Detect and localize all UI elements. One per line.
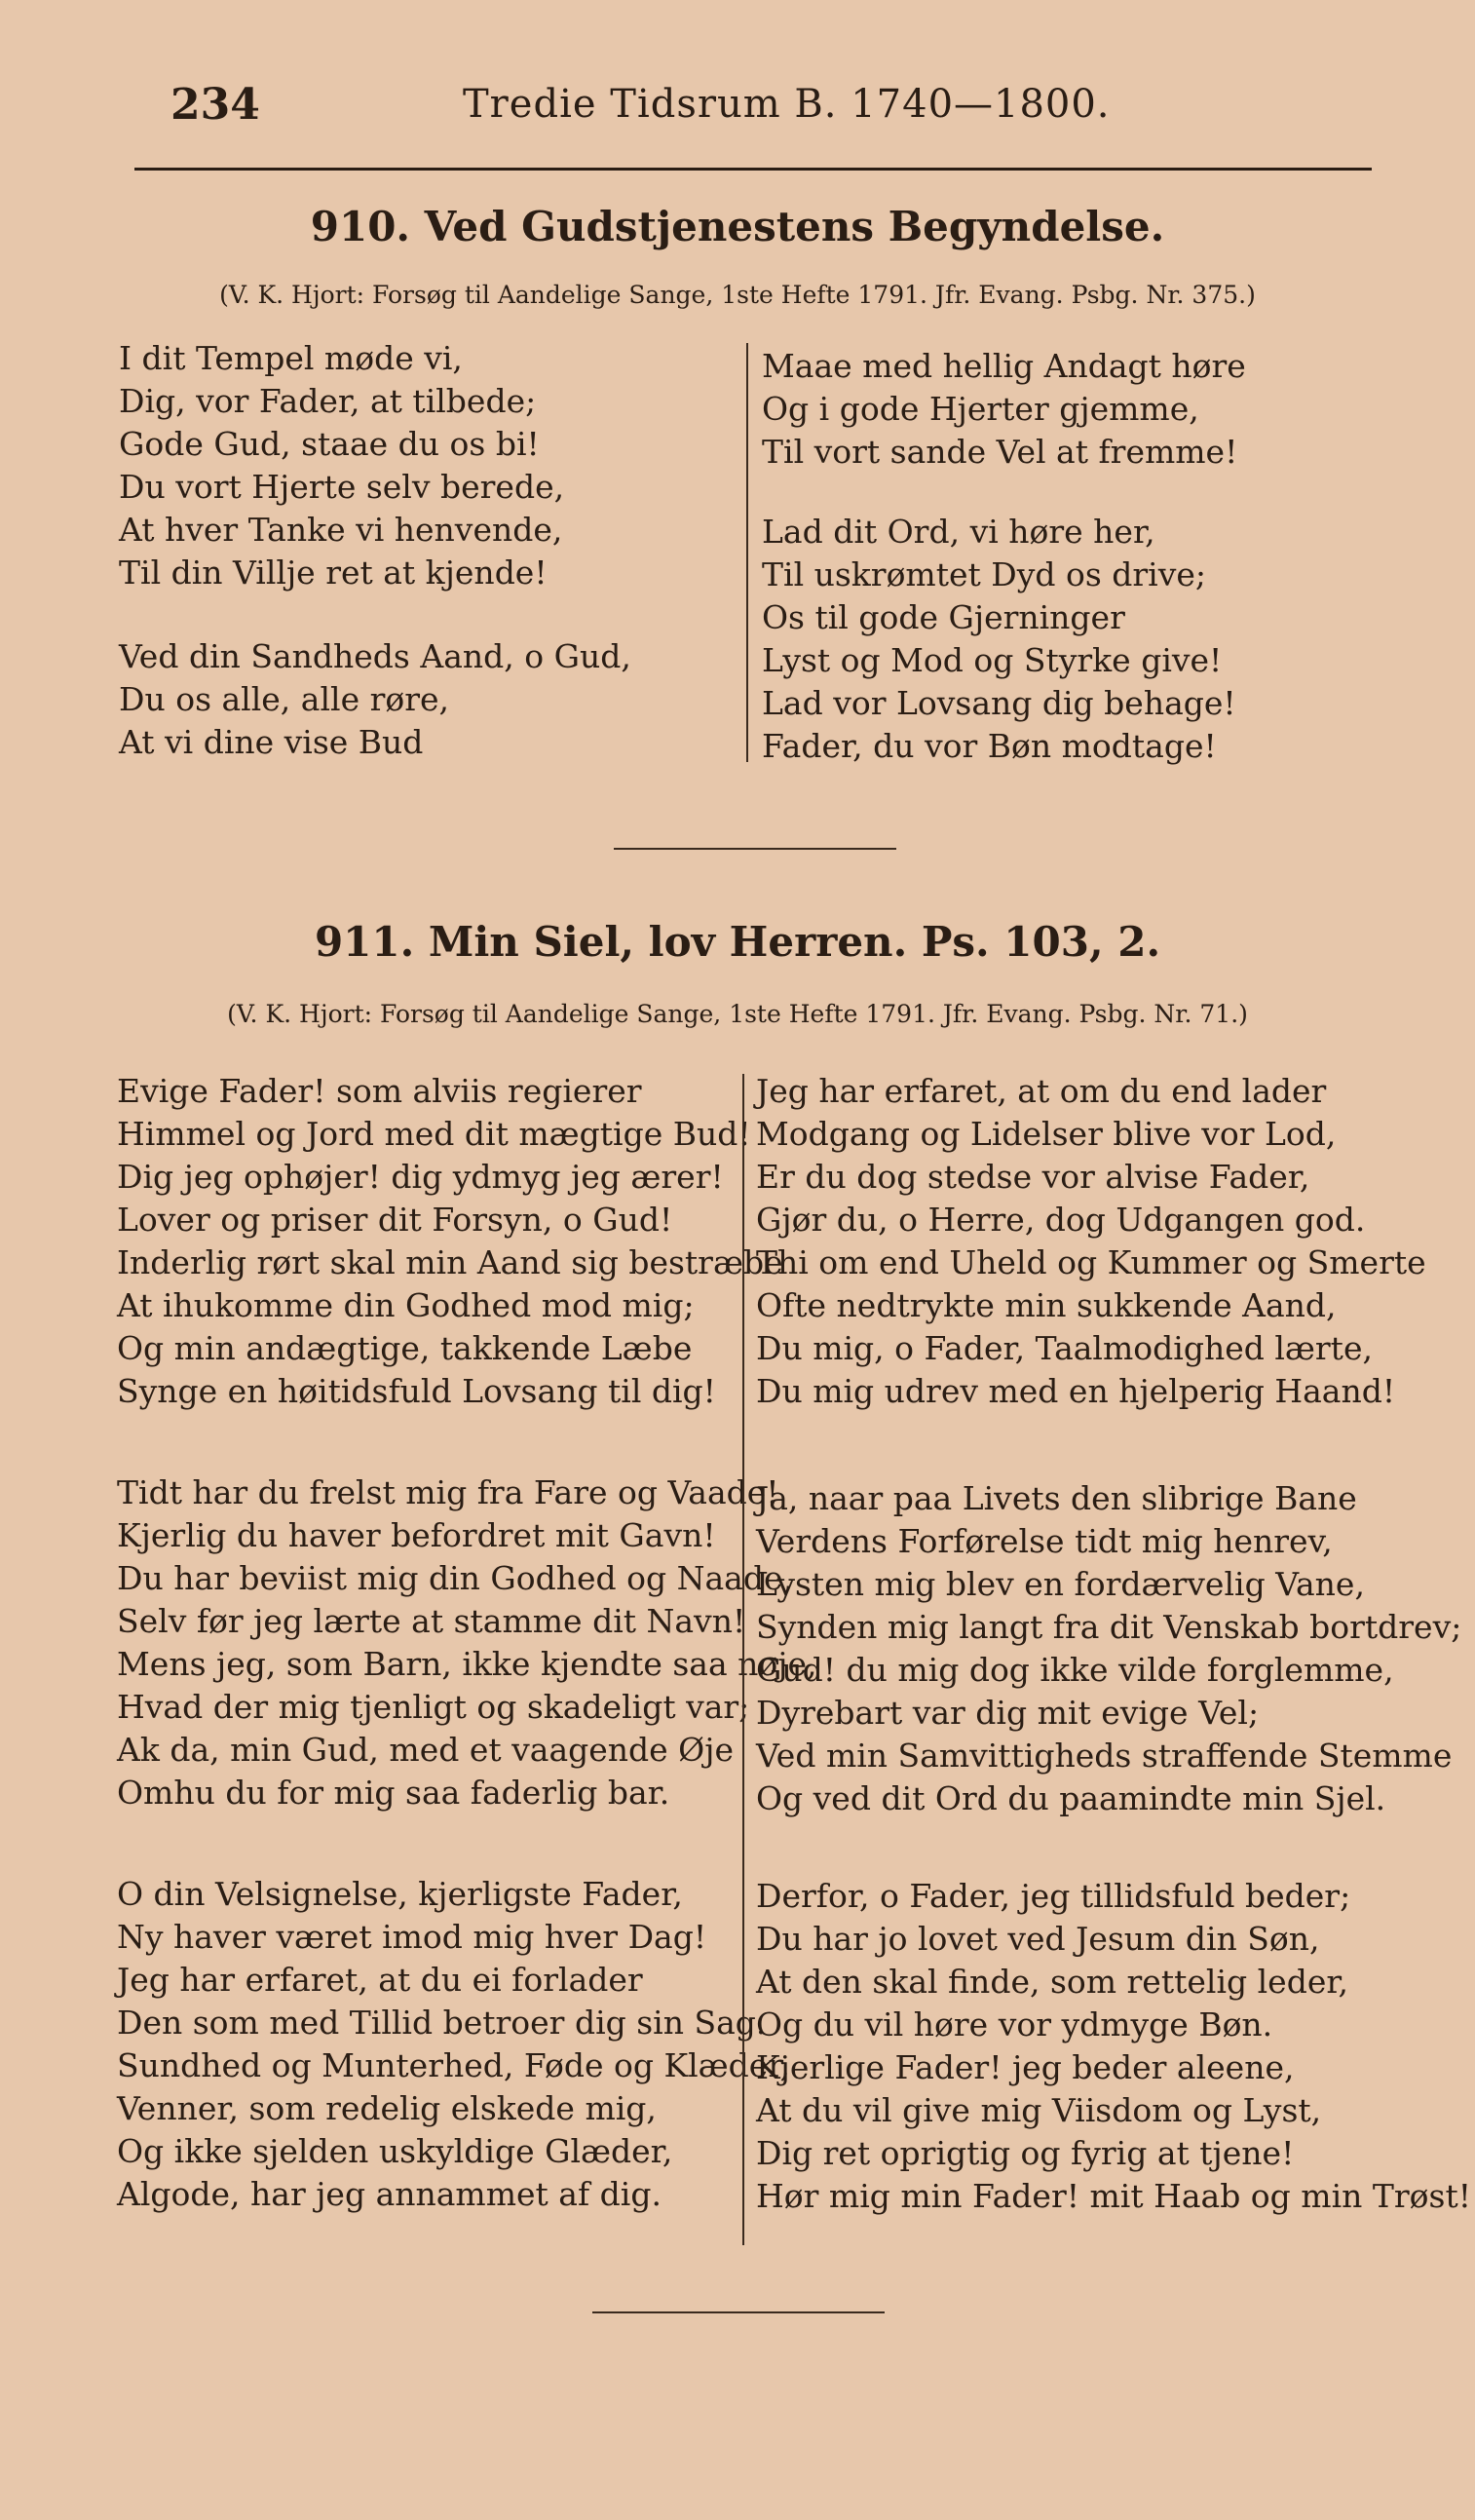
verse-line: Jeg har erfaret, at du ei forlader — [117, 1961, 643, 1999]
verse-line: Og min andægtige, takkende Læbe — [117, 1329, 693, 1367]
stanza — [762, 345, 1246, 474]
verse-line: Til vort sande Vel at fremme! — [762, 433, 1238, 471]
verse-line: Og ved dit Ord du paamindte min Sjel. — [756, 1779, 1386, 1817]
verse-line: Den som med Tillid betroer dig sin Sag. — [117, 2004, 767, 2042]
verse-line: Kjerlig du haver befordret mit Gavn! — [117, 1516, 716, 1554]
verse-line: Dig ret oprigtig og fyrig at tjene! — [756, 2134, 1295, 2172]
hymn-911-title — [0, 918, 1475, 966]
stanza — [756, 1477, 1461, 1820]
verse-line: Ved min Samvittigheds straffende Stemme — [756, 1737, 1453, 1775]
verse-line: Sundhed og Munterhed, Føde og Klæder, — [117, 2046, 790, 2084]
verse-line: Til uskrømtet Dyd os drive; — [762, 555, 1207, 593]
page-header — [170, 80, 1379, 138]
verse-line: Jeg har erfaret, at om du end lader — [756, 1072, 1327, 1110]
verse-line: Dig, vor Fader, at tilbede; — [119, 382, 537, 420]
verse-line: Inderlig rørt skal min Aand sig bestræbe — [117, 1243, 783, 1281]
verse-line: Lysten mig blev en fordærvelig Vane, — [756, 1565, 1365, 1603]
verse-line: Hør mig min Fader! mit Haab og min Trøst! — [756, 2177, 1471, 2215]
verse-line: Du mig, o Fader, Taalmodighed lærte, — [756, 1329, 1373, 1367]
hymn-910-title — [0, 203, 1475, 250]
verse-line: Gud! du mig dog ikke vilde forglemme, — [756, 1651, 1394, 1689]
verse-line: Ny haver været imod mig hver Dag! — [117, 1918, 707, 1956]
stanza — [762, 511, 1236, 768]
verse-line: Ak da, min Gud, med et vaagende Øje — [117, 1731, 734, 1769]
verse-line: Synden mig langt fra dit Venskab bortdrev; — [756, 1608, 1462, 1646]
hymn-number: 910. — [310, 203, 411, 250]
stanza — [117, 1471, 817, 1814]
verse-line: At den skal finde, som rettelig leder, — [756, 1963, 1348, 2001]
stanza — [756, 1875, 1471, 2218]
verse-line: Modgang og Lidelser blive vor Lod, — [756, 1115, 1337, 1153]
column-divider — [742, 1074, 744, 2245]
verse-line: Dyrebart var dig mit evige Vel; — [756, 1694, 1260, 1732]
verse-line: Himmel og Jord med dit mægtige Bud! — [117, 1115, 751, 1153]
header-rule — [134, 168, 1372, 171]
verse-line: Du vort Hjerte selv berede, — [119, 468, 565, 506]
hymn-title-text: Min Siel, lov Herren. Ps. 103, 2. — [428, 918, 1161, 966]
section-separator — [614, 848, 896, 850]
verse-line: At ihukomme din Godhed mod mig; — [117, 1286, 695, 1324]
running-head: Tredie Tidsrum B. 1740—1800. — [463, 82, 1111, 127]
verse-line: Ja, naar paa Livets den slibrige Bane — [756, 1479, 1357, 1517]
verse-line: Lover og priser dit Forsyn, o Gud! — [117, 1201, 673, 1239]
verse-line: At du vil give mig Viisdom og Lyst, — [756, 2091, 1322, 2129]
verse-line: Algode, har jeg annammet af dig. — [117, 2175, 662, 2213]
verse-line: Evige Fader! som alviis regierer — [117, 1072, 642, 1110]
section-separator — [592, 2311, 885, 2313]
verse-line: I dit Tempel møde vi, — [119, 339, 463, 377]
stanza — [756, 1070, 1426, 1413]
verse-line: Omhu du for mig saa faderlig bar. — [117, 1774, 670, 1812]
hymn-number: 911. — [314, 918, 415, 966]
stanza — [117, 1070, 783, 1413]
stanza — [117, 1873, 790, 2216]
verse-line: At vi dine vise Bud — [119, 723, 424, 761]
verse-line: Maae med hellig Andagt høre — [762, 347, 1246, 385]
verse-line: Kjerlige Fader! jeg beder aleene, — [756, 2048, 1295, 2086]
verse-line: Mens jeg, som Barn, ikke kjendte saa nøje, — [117, 1645, 817, 1683]
verse-line: Venner, som redelig elskede mig, — [117, 2089, 657, 2127]
hymn-911-source: (V. K. Hjort: Forsøg til Aandelige Sange, 1ste Hefte 1791. Jfr. Evang. Psbg. Nr. 71.) — [227, 1000, 1248, 1028]
verse-line: Og ikke sjelden uskyldige Glæder, — [117, 2132, 673, 2170]
hymn-910-source: (V. K. Hjort: Forsøg til Aandelige Sange, 1ste Hefte 1791. Jfr. Evang. Psbg. Nr. 375.) — [219, 281, 1256, 309]
verse-line: Du har jo lovet ved Jesum din Søn, — [756, 1920, 1320, 1958]
verse-line: Gjør du, o Herre, dog Udgangen god. — [756, 1201, 1366, 1239]
verse-line: Og i gode Hjerter gjemme, — [762, 390, 1199, 428]
stanza — [119, 337, 564, 594]
verse-line: Lyst og Mod og Styrke give! — [762, 641, 1223, 679]
stanza — [119, 635, 631, 764]
verse-line: Synge en høitidsfuld Lovsang til dig! — [117, 1372, 716, 1410]
verse-line: Du mig udrev med en hjelperig Haand! — [756, 1372, 1396, 1410]
verse-line: Ofte nedtrykte min sukkende Aand, — [756, 1286, 1337, 1324]
verse-line: Selv før jeg lærte at stamme dit Navn! — [117, 1602, 746, 1640]
verse-line: Derfor, o Fader, jeg tillidsfuld beder; — [756, 1877, 1351, 1915]
column-divider — [746, 343, 748, 762]
verse-line: Du os alle, alle røre, — [119, 680, 450, 718]
verse-line: Til din Villje ret at kjende! — [119, 554, 548, 592]
hymn-title-text: Ved Gudstjenestens Begyndelse. — [424, 203, 1165, 250]
verse-line: Hvad der mig tjenligt og skadeligt var; — [117, 1688, 750, 1726]
verse-line: Lad vor Lovsang dig behage! — [762, 684, 1236, 722]
verse-line: Tidt har du frelst mig fra Fare og Vaade! — [117, 1473, 779, 1511]
verse-line: Og du vil høre vor ydmyge Bøn. — [756, 2005, 1273, 2043]
verse-line: Thi om end Uheld og Kummer og Smerte — [756, 1243, 1426, 1281]
page-number: 234 — [170, 80, 260, 130]
verse-line: Lad dit Ord, vi høre her, — [762, 513, 1155, 551]
verse-line: Verdens Forførelse tidt mig henrev, — [756, 1522, 1333, 1560]
verse-line: Du har beviist mig din Godhed og Naade, — [117, 1559, 793, 1597]
verse-line: Os til gode Gjerninger — [762, 598, 1125, 636]
verse-line: At hver Tanke vi henvende, — [119, 511, 563, 549]
verse-line: Ved din Sandheds Aand, o Gud, — [119, 637, 631, 675]
verse-line: Er du dog stedse vor alvise Fader, — [756, 1158, 1310, 1196]
verse-line: O din Velsignelse, kjerligste Fader, — [117, 1875, 683, 1913]
verse-line: Gode Gud, staae du os bi! — [119, 425, 540, 463]
verse-line: Fader, du vor Bøn modtage! — [762, 727, 1217, 765]
verse-line: Dig jeg ophøjer! dig ydmyg jeg ærer! — [117, 1158, 724, 1196]
